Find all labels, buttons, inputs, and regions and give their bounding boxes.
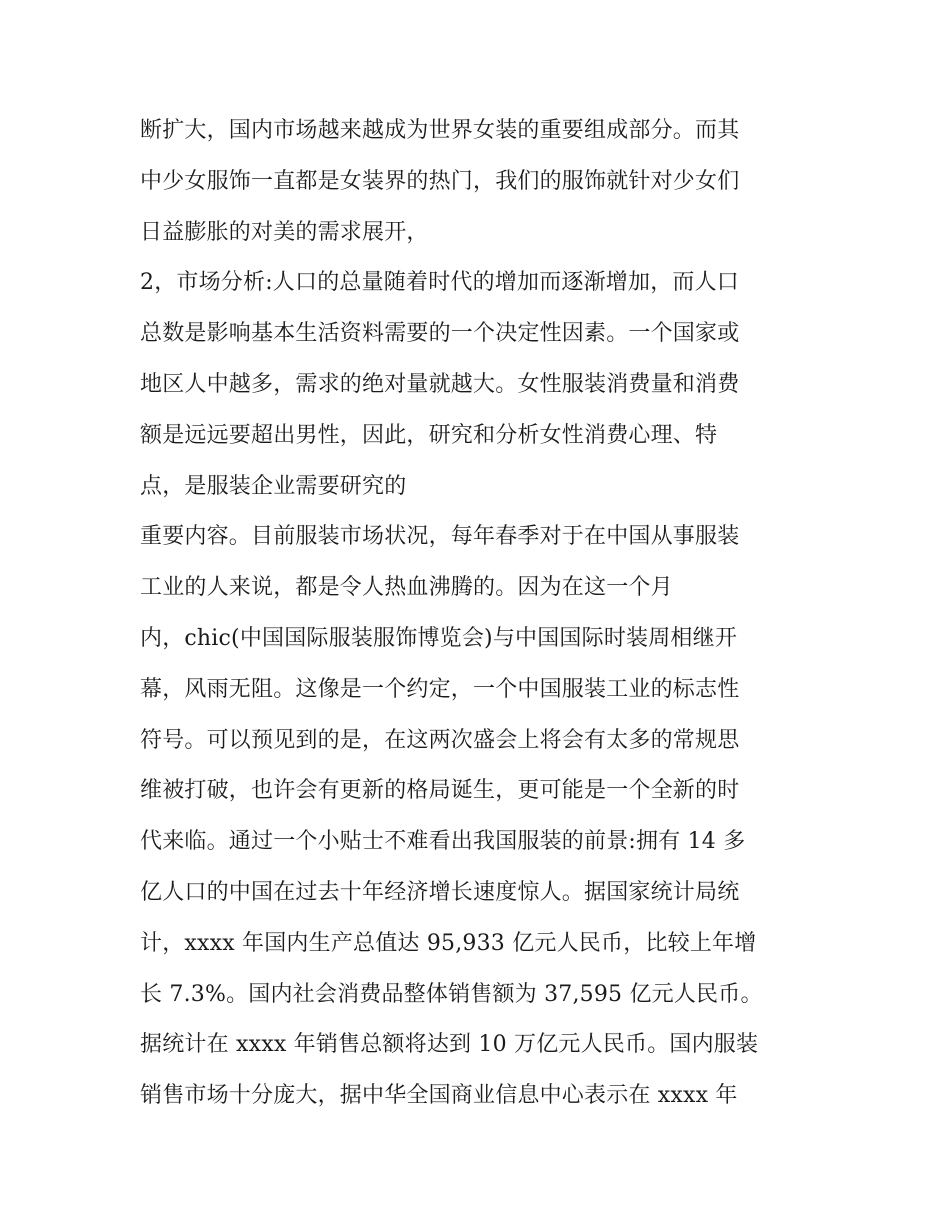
text-line-20: 销售市场十分庞大，据中华全国商业信息中心表示在 xxxx 年 bbox=[140, 1083, 738, 1109]
text-line-6: 地区人中越多，需求的绝对量就越大。女性服装消费量和消费 bbox=[140, 371, 740, 397]
text-line-11: 内，chic(中国国际服装服饰博览会)与中国国际时装周相继开 bbox=[140, 625, 738, 651]
text-line-1: 断扩大，国内市场越来越成为世界女装的重要组成部分。而其 bbox=[140, 118, 740, 143]
body-text bbox=[140, 106, 820, 1122]
text-line-16: 亿人口的中国在过去十年经济增长速度惊人。据国家统计局统 bbox=[140, 879, 740, 905]
text-line-3: 日益膨胀的对美的需求展开， bbox=[140, 219, 429, 245]
text-line-5: 总数是影响基本生活资料需要的一个决定性因素。一个国家或 bbox=[140, 321, 740, 347]
text-line-17: 计，xxxx 年国内生产总值达 95,933 亿元人民币，比较上年增 bbox=[140, 930, 757, 956]
text-line-10: 工业的人来说，都是令人热血沸腾的。因为在这一个月 bbox=[140, 575, 673, 601]
text-line-9: 重要内容。目前服装市场状况，每年春季对于在中国从事服装 bbox=[140, 524, 740, 550]
text-line-15: 代来临。通过一个小贴士不难看出我国服装的前景:拥有 14 多 bbox=[140, 829, 746, 855]
text-line-8: 点，是服装企业需要研究的 bbox=[140, 473, 407, 499]
text-line-18: 长 7.3%。国内社会消费品整体销售额为 37,595 亿元人民币。 bbox=[140, 981, 763, 1007]
text-line-13: 符号。可以预见到的是，在这两次盛会上将会有太多的常规思 bbox=[140, 727, 740, 753]
text-line-12: 幕，风雨无阻。这像是一个约定，一个中国服装工业的标志性 bbox=[140, 676, 740, 702]
text-line-19: 据统计在 xxxx 年销售总额将达到 10 万亿元人民币。国内服装 bbox=[140, 1032, 759, 1058]
text-line-7: 额是远远要超出男性，因此，研究和分析女性消费心理、特 bbox=[140, 422, 718, 448]
text-line-2: 中少女服饰一直都是女装界的热门，我们的服饰就针对少女们 bbox=[140, 168, 740, 194]
text-line-14: 维被打破，也许会有更新的格局诞生，更可能是一个全新的时 bbox=[140, 778, 740, 804]
text-line-4: 2，市场分析:人口的总量随着时代的增加而逐渐增加，而人口 bbox=[140, 270, 740, 296]
